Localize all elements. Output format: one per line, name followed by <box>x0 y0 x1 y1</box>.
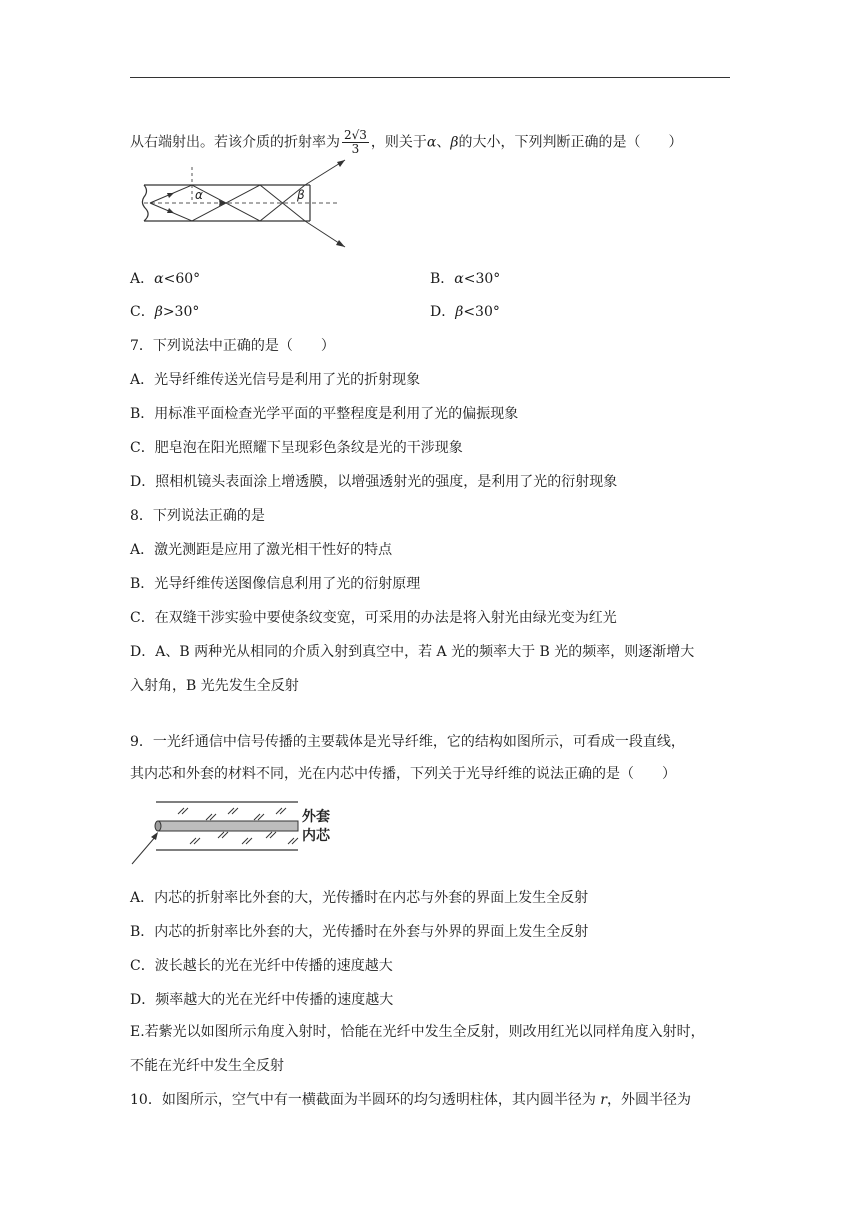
q7-option-c[interactable]: C．肥皂泡在阳光照耀下呈现彩色条纹是光的干涉现象 <box>130 440 463 456</box>
q8-option-b[interactable]: B．光导纤维传送图像信息利用了光的衍射原理 <box>130 576 421 592</box>
q6-option-b[interactable]: B．α<30° <box>430 271 501 287</box>
q7-option-a[interactable]: A．光导纤维传送光信号是利用了光的折射现象 <box>130 372 421 388</box>
refractive-index-fraction: $\frac{2√3}{3}$ <box>344 128 367 156</box>
q6-option-c[interactable]: C．β>30° <box>130 304 200 320</box>
q9-option-e[interactable]: E.若紫光以如图所示角度入射时，恰能在光纤中发生全反射，则改用红光以同样角度入射时， <box>130 1024 705 1040</box>
q6-stem: 从右端射出。若该介质的折射率为 $\frac{2√3}{3}$ ，则关于α、β的大小，下列判断正确的是（ ） <box>130 128 683 156</box>
q6-prism-figure <box>140 155 355 255</box>
inner-core-label: 内芯 <box>302 828 330 844</box>
q8-stem: 8．下列说法正确的是 <box>130 508 265 524</box>
q7-option-b[interactable]: B．用标准平面检查光学平面的平整程度是利用了光的偏振现象 <box>130 406 519 422</box>
q8-option-a[interactable]: A．激光测距是应用了激光相干性好的特点 <box>130 542 393 558</box>
outer-cladding-label: 外套 <box>302 809 330 825</box>
q8-option-c[interactable]: C．在双缝干涉实验中要使条纹变宽，可采用的办法是将入射光由绿光变为红光 <box>130 610 617 626</box>
q8-option-d[interactable]: D．A、B 两种光从相同的介质入射到真空中，若 A 光的频率大于 B 光的频率，则逐渐增大 <box>130 644 695 660</box>
q7-option-d[interactable]: D．照相机镜头表面涂上增透膜，以增强透射光的强度，是利用了光的衍射现象 <box>130 474 618 490</box>
q9-option-c[interactable]: C．波长越长的光在光纤中传播的速度越大 <box>130 958 393 974</box>
header-rule <box>130 77 730 78</box>
alpha-angle-label: α <box>195 188 203 202</box>
q6-option-d[interactable]: D．β<30° <box>430 304 500 320</box>
q9-option-e-cont: 不能在光纤中发生全反射 <box>130 1058 284 1074</box>
beta-angle-label: β <box>297 188 305 202</box>
q7-stem: 7．下列说法中正确的是（ ） <box>130 338 335 354</box>
q9-stem-line2: 其内芯和外套的材料不同，光在内芯中传播，下列关于光导纤维的说法正确的是（ ） <box>130 766 676 782</box>
q9-option-a[interactable]: A．内芯的折射率比外套的大，光传播时在内芯与外套的界面上发生全反射 <box>130 890 589 906</box>
q9-option-d[interactable]: D．频率越大的光在光纤中传播的速度越大 <box>130 992 394 1008</box>
q10-stem: 10．如图所示，空气中有一横截面为半圆环的均匀透明柱体，其内圆半径为 r，外圆半径为 <box>130 1092 691 1108</box>
q9-option-b[interactable]: B．内芯的折射率比外套的大，光传播时在外套与外界的界面上发生全反射 <box>130 924 589 940</box>
q8-option-d-cont: 入射角，B 光先发生全反射 <box>130 678 299 694</box>
q9-stem-line1: 9．一光纤通信中信号传播的主要载体是光导纤维，它的结构如图所示，可看成一段直线， <box>130 734 685 750</box>
q6-option-a[interactable]: A．α<60° <box>130 271 201 287</box>
q9-fiber-figure <box>128 798 348 868</box>
